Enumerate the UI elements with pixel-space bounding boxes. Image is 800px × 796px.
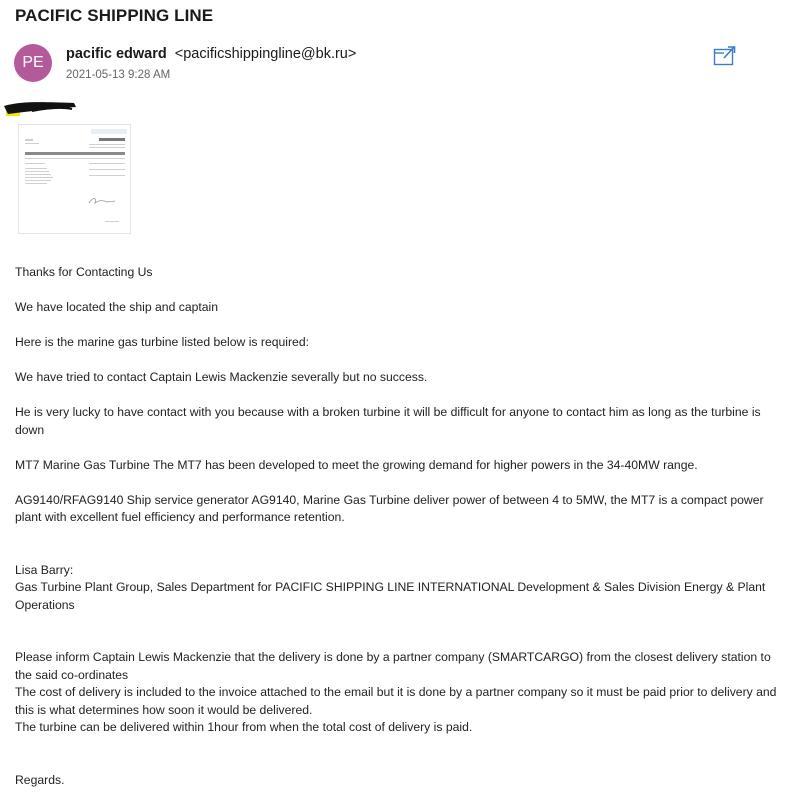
signature-department: Gas Turbine Plant Group, Sales Department for PACIFIC SHIPPING LINE INTERNATIONAL Development & Sales Division Energy & Plant Operations bbox=[15, 580, 766, 612]
body-paragraph: Please inform Captain Lewis Mackenzie that the delivery is done by a partner company (SMARTCARGO) from the closest delivery station to the said co-ordinates bbox=[15, 650, 771, 682]
body-paragraph: AG9140/RFAG9140 Ship service generator AG9140, Marine Gas Turbine deliver power of between 4 to 5MW, the MT7 is a compact power plant with excellent fuel efficiency and performance retention. bbox=[15, 492, 764, 524]
body-paragraph: The cost of delivery is included to the invoice attached to the email but it is done by a partner company so it must be paid prior to delivery and this is what determines how soon it would be delivered. bbox=[15, 685, 777, 717]
redacted-recipient bbox=[2, 98, 78, 118]
signature-scribble-icon bbox=[87, 195, 117, 207]
body-paragraph: He is very lucky to have contact with you because with a broken turbine it will be difficult for anyone to contact him as long as the turbine is down bbox=[15, 405, 761, 437]
avatar-initials: PE bbox=[22, 54, 44, 71]
body-paragraph: The turbine can be delivered within 1hour from when the total cost of delivery is paid. bbox=[15, 720, 473, 734]
sender-address: <pacificshippingline@bk.ru> bbox=[174, 46, 357, 62]
open-in-new-window-button[interactable] bbox=[712, 44, 738, 68]
body-paragraph: We have tried to contact Captain Lewis Mackenzie severally but no success. bbox=[15, 370, 428, 384]
redaction-scribble-icon bbox=[2, 98, 78, 118]
sender-line[interactable] bbox=[66, 46, 356, 62]
open-in-new-window-icon bbox=[712, 44, 738, 68]
body-paragraph: We have located the ship and captain bbox=[15, 300, 219, 314]
body-paragraph: Here is the marine gas turbine listed below is required: bbox=[15, 335, 309, 349]
body-paragraph: MT7 Marine Gas Turbine The MT7 has been developed to meet the growing demand for higher powers in the 34-40MW range. bbox=[15, 457, 698, 472]
sender-avatar[interactable] bbox=[14, 44, 52, 82]
email-date: 2021-05-13 9:28 AM bbox=[66, 69, 171, 81]
body-paragraph: Thanks for Contacting Us bbox=[15, 265, 153, 279]
signature-name: Lisa Barry: bbox=[15, 562, 74, 577]
email-body bbox=[15, 264, 780, 789]
email-subject: PACIFIC SHIPPING LINE bbox=[15, 6, 214, 25]
closing: Regards. bbox=[15, 772, 65, 787]
sender-name: pacific edward bbox=[66, 46, 167, 62]
invoice-attachment-thumbnail[interactable] bbox=[18, 124, 131, 234]
